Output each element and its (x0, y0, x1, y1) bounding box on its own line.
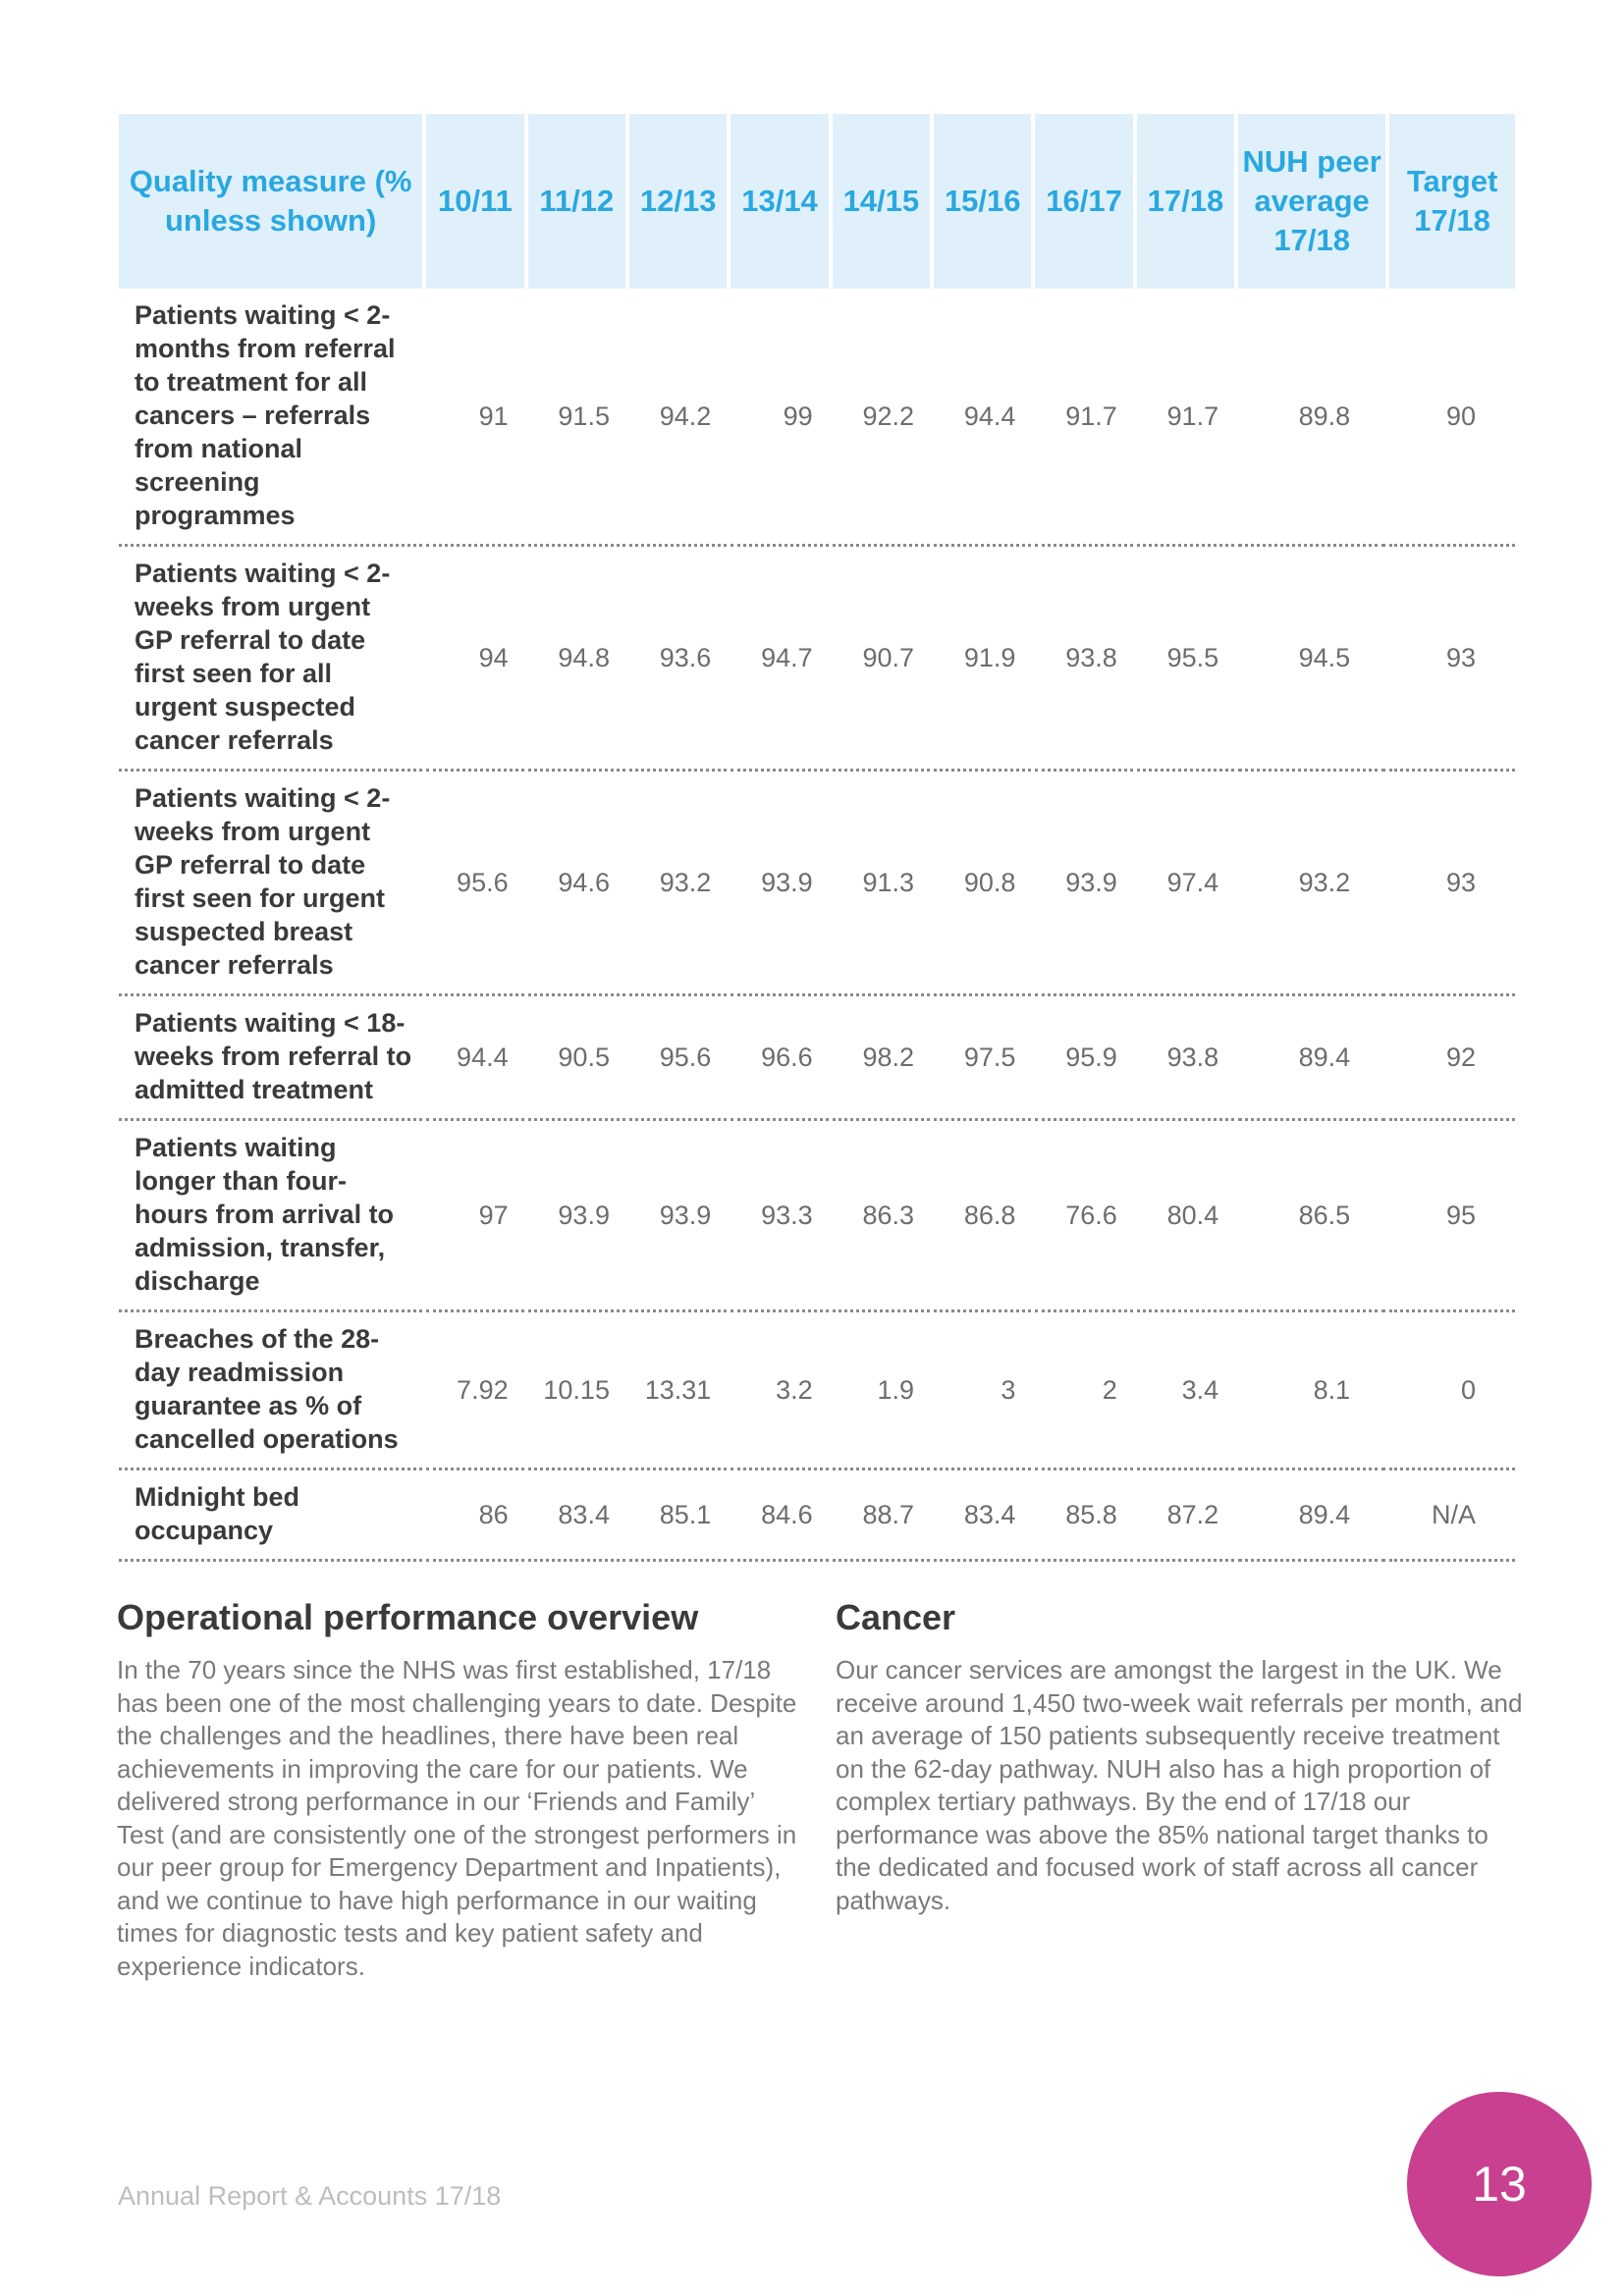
table-cell: 97.4 (1137, 772, 1234, 996)
quality-measures-table (115, 114, 1519, 1562)
row-label: Patients waiting < 2-weeks from urgent GP referral to date first seen for all urgent suspected cancer referrals (119, 547, 422, 772)
table-cell: 93.3 (731, 1121, 828, 1312)
table-cell: 96.6 (731, 996, 828, 1121)
table-cell: 93.8 (1035, 547, 1132, 772)
table-cell: 89.4 (1238, 996, 1385, 1121)
table-row (119, 1470, 1515, 1562)
table-cell: 99 (731, 289, 828, 547)
table-cell: 90 (1389, 289, 1515, 547)
table-row (119, 1121, 1515, 1312)
table-cell: 93.2 (629, 772, 727, 996)
table-cell: 92.2 (833, 289, 930, 547)
table-cell: 86 (426, 1470, 523, 1562)
header-column: 14/15 (833, 114, 930, 289)
footer-title: Annual Report & Accounts 17/18 (118, 2181, 502, 2211)
table-row (119, 547, 1515, 772)
table-cell: 93.9 (528, 1121, 625, 1312)
table-cell: 83.4 (934, 1470, 1031, 1562)
table-cell: 86.8 (934, 1121, 1031, 1312)
table-cell: 93 (1389, 547, 1515, 772)
table-cell: 87.2 (1137, 1470, 1234, 1562)
table-cell: 84.6 (731, 1470, 828, 1562)
table-cell: 85.1 (629, 1470, 727, 1562)
table-cell: 93.8 (1137, 996, 1234, 1121)
table-cell: 93.2 (1238, 772, 1385, 996)
table-cell: 89.4 (1238, 1470, 1385, 1562)
table-cell: 91.3 (833, 772, 930, 996)
header-column: 17/18 (1137, 114, 1234, 289)
table-cell: 94.8 (528, 547, 625, 772)
header-column: 11/12 (528, 114, 625, 289)
table-cell: 95.6 (426, 772, 523, 996)
table-cell: 86.3 (833, 1121, 930, 1312)
row-label: Patients waiting < 18-weeks from referral to admitted treatment (119, 996, 422, 1121)
table-cell: 83.4 (528, 1470, 625, 1562)
table-cell: 10.15 (528, 1312, 625, 1470)
table-cell: 94.7 (731, 547, 828, 772)
header-column: 16/17 (1035, 114, 1132, 289)
table-cell: 97.5 (934, 996, 1031, 1121)
table-cell: 93.6 (629, 547, 727, 772)
table-cell: 90.5 (528, 996, 625, 1121)
table-header-row (119, 114, 1515, 289)
table-cell: 91.9 (934, 547, 1031, 772)
table-cell: 7.92 (426, 1312, 523, 1470)
operational-heading: Operational performance overview (117, 1597, 699, 1637)
table-cell: 3.4 (1137, 1312, 1234, 1470)
table-cell: 8.1 (1238, 1312, 1385, 1470)
page-number: 13 (1472, 2157, 1527, 2212)
table-cell: 95.5 (1137, 547, 1234, 772)
table-cell: 92 (1389, 996, 1515, 1121)
table-cell: 91.7 (1035, 289, 1132, 547)
table-cell: 91 (426, 289, 523, 547)
table-cell: 93 (1389, 772, 1515, 996)
table-cell: 0 (1389, 1312, 1515, 1470)
table-cell: 2 (1035, 1312, 1132, 1470)
header-quality-measure: Quality measure (% unless shown) (119, 114, 422, 289)
row-label: Patients waiting < 2-months from referral to treatment for all cancers – referrals from national screening programmes (119, 289, 422, 547)
table-cell: 91.5 (528, 289, 625, 547)
table-cell: 88.7 (833, 1470, 930, 1562)
page-number-badge (1407, 2092, 1592, 2276)
operational-body: In the 70 years since the NHS was first established, 17/18 has been one of the most challenging years to date. Despite the challenges and the headlines, there have been real achievements in improving the care for our patients. We delivered strong performance in our ‘Friends and Family’ Test (and are consistently one of the strongest performers in our peer group for Emergency Department and Inpatients), and we continue to have high performance in our waiting times for diagnostic tests and key patient safety and experience indicators. (117, 1655, 797, 1981)
row-label: Patients waiting longer than four-hours from arrival to admission, transfer, discharge (119, 1121, 422, 1312)
cancer-heading: Cancer (836, 1597, 956, 1637)
table-cell: 93.9 (1035, 772, 1132, 996)
table-cell: N/A (1389, 1470, 1515, 1562)
table-cell: 93.9 (629, 1121, 727, 1312)
header-column: NUH peer average 17/18 (1238, 114, 1385, 289)
table-cell: 90.8 (934, 772, 1031, 996)
table-cell: 94.6 (528, 772, 625, 996)
table-cell: 80.4 (1137, 1121, 1234, 1312)
table-cell: 95 (1389, 1121, 1515, 1312)
table-cell: 94.4 (934, 289, 1031, 547)
table-row (119, 1312, 1515, 1470)
table-cell: 85.8 (1035, 1470, 1132, 1562)
table-row (119, 996, 1515, 1121)
table-cell: 94.4 (426, 996, 523, 1121)
row-label: Patients waiting < 2-weeks from urgent GP referral to date first seen for urgent suspected breast cancer referrals (119, 772, 422, 996)
table-cell: 90.7 (833, 547, 930, 772)
header-column: Target 17/18 (1389, 114, 1515, 289)
cancer-body: Our cancer services are amongst the largest in the UK. We receive around 1,450 two-week wait referrals per month, and an average of 150 patients subsequently receive treatment on the 62-day pathway. NUH also has a high proportion of complex tertiary pathways. By the end of 17/18 our performance was above the 85% national target thanks to the dedicated and focused work of staff across all cancer pathways. (836, 1655, 1523, 1915)
table-cell: 94.2 (629, 289, 727, 547)
header-column: 10/11 (426, 114, 523, 289)
header-column: 12/13 (629, 114, 727, 289)
table-cell: 89.8 (1238, 289, 1385, 547)
table-cell: 93.9 (731, 772, 828, 996)
table-cell: 91.7 (1137, 289, 1234, 547)
table-row (119, 289, 1515, 547)
table-cell: 94.5 (1238, 547, 1385, 772)
table-cell: 13.31 (629, 1312, 727, 1470)
table-cell: 86.5 (1238, 1121, 1385, 1312)
row-label: Midnight bed occupancy (119, 1470, 422, 1562)
table-cell: 95.9 (1035, 996, 1132, 1121)
table-cell: 76.6 (1035, 1121, 1132, 1312)
header-column: 15/16 (934, 114, 1031, 289)
table-cell: 94 (426, 547, 523, 772)
header-column: 13/14 (731, 114, 828, 289)
table-row (119, 772, 1515, 996)
row-label: Breaches of the 28-day readmission guarantee as % of cancelled operations (119, 1312, 422, 1470)
table-cell: 97 (426, 1121, 523, 1312)
table-body (119, 289, 1515, 1562)
table-cell: 95.6 (629, 996, 727, 1121)
table-cell: 1.9 (833, 1312, 930, 1470)
table-cell: 98.2 (833, 996, 930, 1121)
table-cell: 3 (934, 1312, 1031, 1470)
table-cell: 3.2 (731, 1312, 828, 1470)
